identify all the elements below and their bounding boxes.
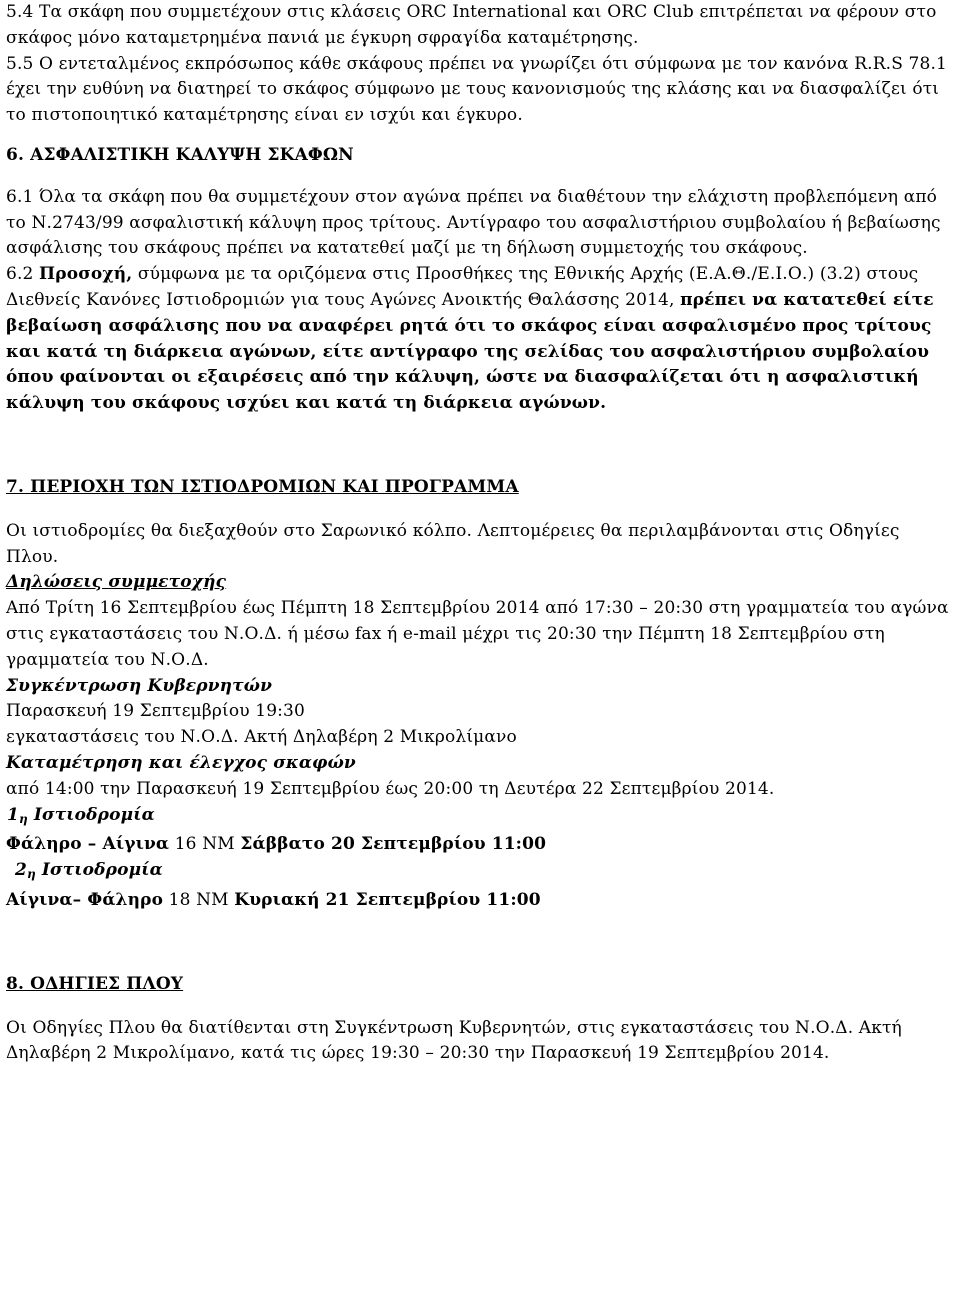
entries-text: Από Τρίτη 16 Σεπτεμβρίου έως Πέμπτη 18 Σεπτεμβρίου 2014 από 17:30 – 20:30 στη γραμματεία του αγώνα στις εγκαταστάσεις του Ν.Ο.Δ. ή μέσω fax ή e-mail μέχρι τις 20:30 την Πέμπτη 18 Σεπτεμβρίου στη γραμματεία του Ν.Ο.Δ.	[6, 598, 949, 670]
race-2-ordinal: η	[26, 867, 36, 882]
race-1-ordinal: η	[18, 811, 28, 826]
paragraph-6-2-text: σύμφωνα με τα οριζόμενα στις Προσθήκες της Εθνικής Αρχής (Ε.Α.Θ./Ε.Ι.Ο.) (3.2) στους Διεθνείς Κανόνες Ιστιοδρομιών για τους Αγώνες Ανοικτής Θαλάσσης 2014,	[6, 264, 919, 310]
paragraph-6-2-attention: Προσοχή,	[39, 264, 133, 285]
section-6-heading: 6. ΑΣΦΑΛΙΣΤΙΚΗ ΚΑΛΥΨΗ ΣΚΑΦΩΝ	[6, 144, 354, 165]
race-2-date: Κυριακή 21 Σεπτεμβρίου 11:00	[234, 889, 541, 910]
paragraph-6-1: 6.1 Όλα τα σκάφη που θα συμμετέχουν στον αγώνα πρέπει να διαθέτουν την ελάχιστη προβλεπόμενη από το Ν.2743/99 ασφαλιστική κάλυψη προς τρίτους. Αντίγραφο του ασφαλιστήριου συμβολαίου ή βεβαίωσης ασφάλισης του σκάφους πρέπει να κατατεθεί μαζί με τη δήλωση συμμετοχής του σκάφους.	[6, 186, 941, 259]
paragraph-5-4: 5.4 Τα σκάφη που συμμετέχουν στις κλάσεις ORC International και ORC Club επιτρέπεται να φέρουν στο σκάφος μόνο καταμετρημένα πανιά με έγκυρη σφραγίδα καταμέτρησης.	[6, 2, 937, 48]
measurement-heading: Καταμέτρηση και έλεγχος σκαφών	[6, 752, 356, 773]
paragraph-5-5: 5.5 Ο εντεταλμένος εκπρόσωπος κάθε σκάφους πρέπει να γνωρίζει ότι σύμφωνα με τον κανόνα R.R.S 78.1 έχει την ευθύνη να διατηρεί το σκάφος σύμφωνο με τους κανονισμούς της κλάσης και να διασφαλίζει ότι το πιστοποιητικό καταμέτρησης είναι εν ισχύι και έγκυρο.	[6, 53, 948, 126]
section-8-text: Οι Οδηγίες Πλου θα διατίθενται στη Συγκέντρωση Κυβερνητών, στις εγκαταστάσεις του Ν.Ο.Δ. Ακτή Δηλαβέρη 2 Μικρολίμανο, κατά τις ώρες 19:30 – 20:30 την Παρασκευή 19 Σεπτεμβρίου 2014.	[6, 1017, 902, 1064]
section-7-heading: 7. ΠΕΡΙΟΧΗ ΤΩΝ ΙΣΤΙΟΔΡΟΜΙΩΝ ΚΑΙ ΠΡΟΓΡΑΜΜΑ	[6, 476, 519, 497]
race-1-date: Σάββατο 20 Σεπτεμβρίου 11:00	[240, 834, 547, 855]
section-7-intro: Οι ιστιοδρομίες θα διεξαχθούν στο Σαρωνικό κόλπο. Λεπτομέρειες θα περιλαμβάνονται στις Οδηγίες Πλου.	[6, 520, 900, 567]
skippers-meeting-date: Παρασκευή 19 Σεπτεμβρίου 19:30	[6, 701, 305, 722]
paragraph-6-2-number: 6.2	[6, 264, 40, 285]
entries-heading: Δηλώσεις συμμετοχής	[6, 572, 227, 593]
paragraph-6-2-requirement: πρέπει να κατατεθεί είτε βεβαίωση ασφάλισης που να αναφέρει ρητά ότι το σκάφος είναι ασφαλισμένο προς τρίτους και κατά τη διάρκεια αγώνων, είτε αντίγραφο της σελίδας του ασφαλιστήριου συμβολαίου όπου φαίνονται οι εξαιρέσεις από την κάλυψη, ώστε να διασφαλίζεται ότι η ασφαλιστική κάλυψη του σκάφους ισχύει και κατά τη διάρκεια αγώνων.	[6, 289, 934, 414]
race-2-route: Αίγινα– Φάληρο	[6, 889, 164, 910]
race-1-route: Φάληρο – Αίγινα	[6, 834, 170, 855]
measurement-text: από 14:00 την Παρασκευή 19 Σεπτεμβρίου έως 20:00 τη Δευτέρα 22 Σεπτεμβρίου 2014.	[6, 778, 775, 799]
race-2-heading	[6, 858, 952, 888]
race-1-heading	[6, 803, 952, 833]
paragraph-6-2	[6, 262, 952, 417]
race-2-label: Ιστιοδρομία	[35, 860, 163, 881]
section-8-heading: 8. ΟΔΗΓΙΕΣ ΠΛΟΥ	[6, 973, 184, 994]
race-2-details	[6, 888, 952, 914]
race-1-details	[6, 832, 952, 858]
skippers-meeting-heading: Συγκέντρωση Κυβερνητών	[6, 675, 273, 696]
race-2-number: 2	[15, 860, 27, 881]
race-1-distance: 16 NM	[169, 834, 241, 855]
race-1-number: 1	[7, 804, 19, 825]
race-2-distance: 18 NM	[163, 889, 235, 910]
skippers-meeting-place: εγκαταστάσεις του Ν.Ο.Δ. Ακτή Δηλαβέρη 2 Μικρολίμανο	[6, 727, 517, 748]
race-1-label: Ιστιοδρομία	[27, 804, 155, 825]
